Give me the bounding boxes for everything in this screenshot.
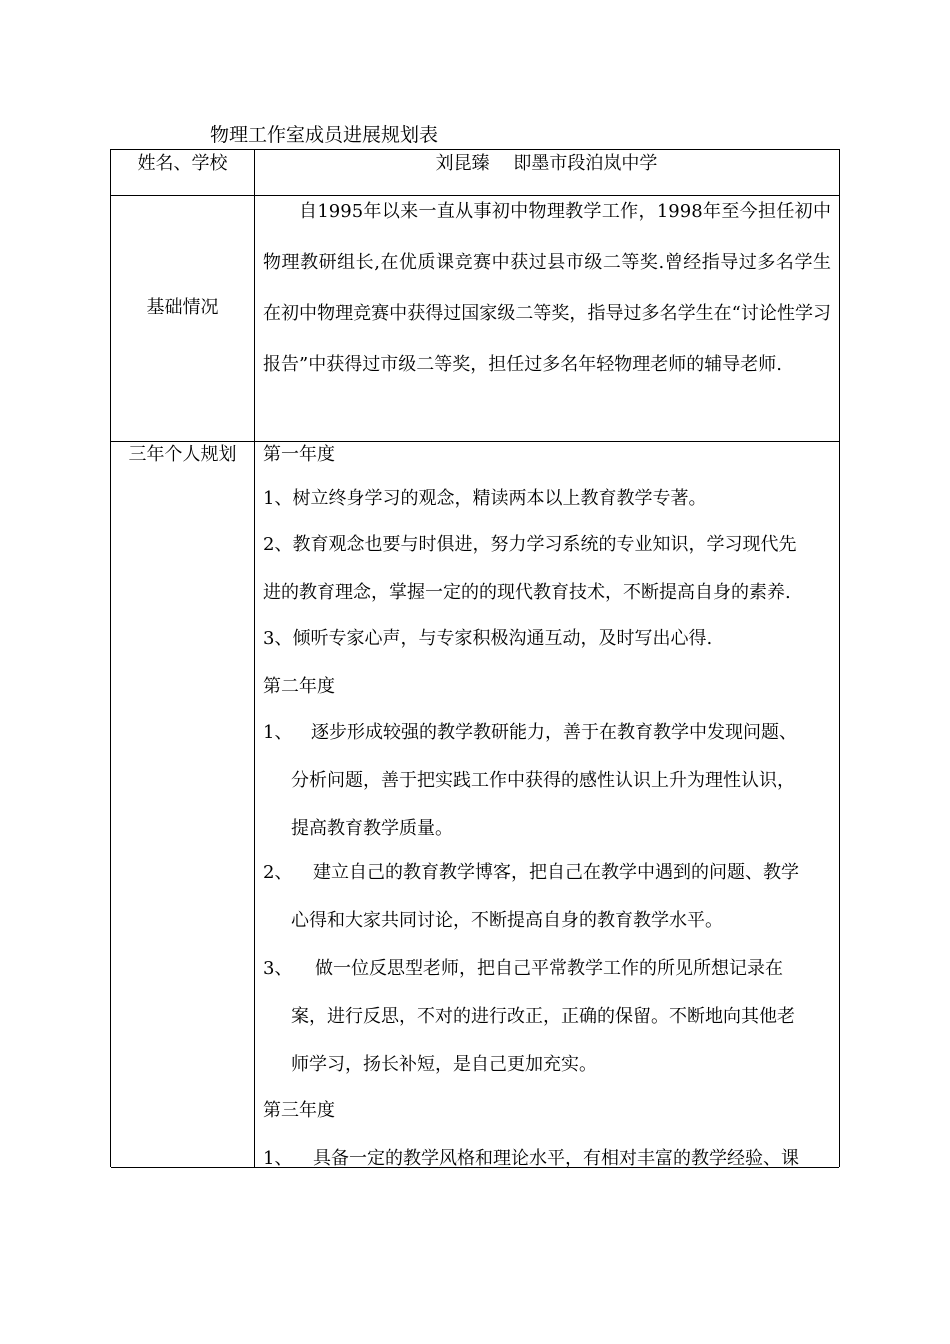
year2-item-3-cont: 案，进行反思，不对的进行改正，正确的保留。不断地向其他老 bbox=[291, 1006, 795, 1027]
year1-item-3: 3、倾听专家心声，与专家积极沟通互动，及时写出心得. bbox=[263, 628, 713, 649]
year2-heading: 第二年度 bbox=[263, 676, 335, 697]
label-three-year-plan: 三年个人规划 bbox=[128, 444, 237, 465]
plan-table bbox=[110, 149, 840, 1167]
value-name-school: 刘昆臻 即墨市段泊岚中学 bbox=[435, 153, 658, 174]
table-row-basic-situation bbox=[111, 196, 839, 442]
label-basic-situation: 基础情况 bbox=[146, 297, 219, 318]
year1-item-2: 2、教育观念也要与时俱进，努力学习系统的专业知识，学习现代先 bbox=[263, 534, 797, 555]
year2-item-2-cont: 心得和大家共同讨论，不断提高自身的教育教学水平。 bbox=[291, 910, 723, 931]
year1-item-2-cont: 进的教育理念，掌握一定的的现代教育技术，不断提高自身的素养. bbox=[263, 582, 791, 603]
year2-item-3-cont2: 师学习，扬长补短，是自己更加充实。 bbox=[291, 1054, 597, 1075]
year1-heading: 第一年度 bbox=[263, 444, 335, 465]
year2-item-3: 3、 做一位反思型老师，把自己平常教学工作的所见所想记录在 bbox=[263, 958, 783, 979]
value-basic-situation: 自1995年以来一直从事初中物理教学工作，1998年至今担任初中物理教研组长,在优质课竞赛中获过县市级二等奖.曾经指导过多名学生在初中物理竞赛中获得过国家级二等奖，指导过多名学生在“讨论性学习报告”中获得过市级二等奖，担任过多名年轻物理老师的辅导老师. bbox=[263, 201, 831, 375]
year3-heading: 第三年度 bbox=[263, 1100, 335, 1121]
year2-item-1-cont: 分析问题，善于把实践工作中获得的感性认识上升为理性认识， bbox=[291, 770, 795, 791]
table-row-three-year-plan bbox=[111, 442, 839, 1168]
year1-item-1: 1、树立终身学习的观念，精读两本以上教育教学专著。 bbox=[263, 488, 707, 509]
document-title: 物理工作室成员进展规划表 bbox=[210, 124, 439, 146]
label-name-school: 姓名、学校 bbox=[137, 153, 228, 174]
year3-item-1: 1、 具备一定的教学风格和理论水平，有相对丰富的教学经验、课 bbox=[263, 1148, 799, 1169]
year2-item-2: 2、 建立自己的教育教学博客，把自己在教学中遇到的问题、教学 bbox=[263, 862, 799, 883]
year2-item-1-cont2: 提高教育教学质量。 bbox=[291, 818, 453, 839]
year2-item-1: 1、 逐步形成较强的教学教研能力，善于在教育教学中发现问题、 bbox=[263, 722, 797, 743]
